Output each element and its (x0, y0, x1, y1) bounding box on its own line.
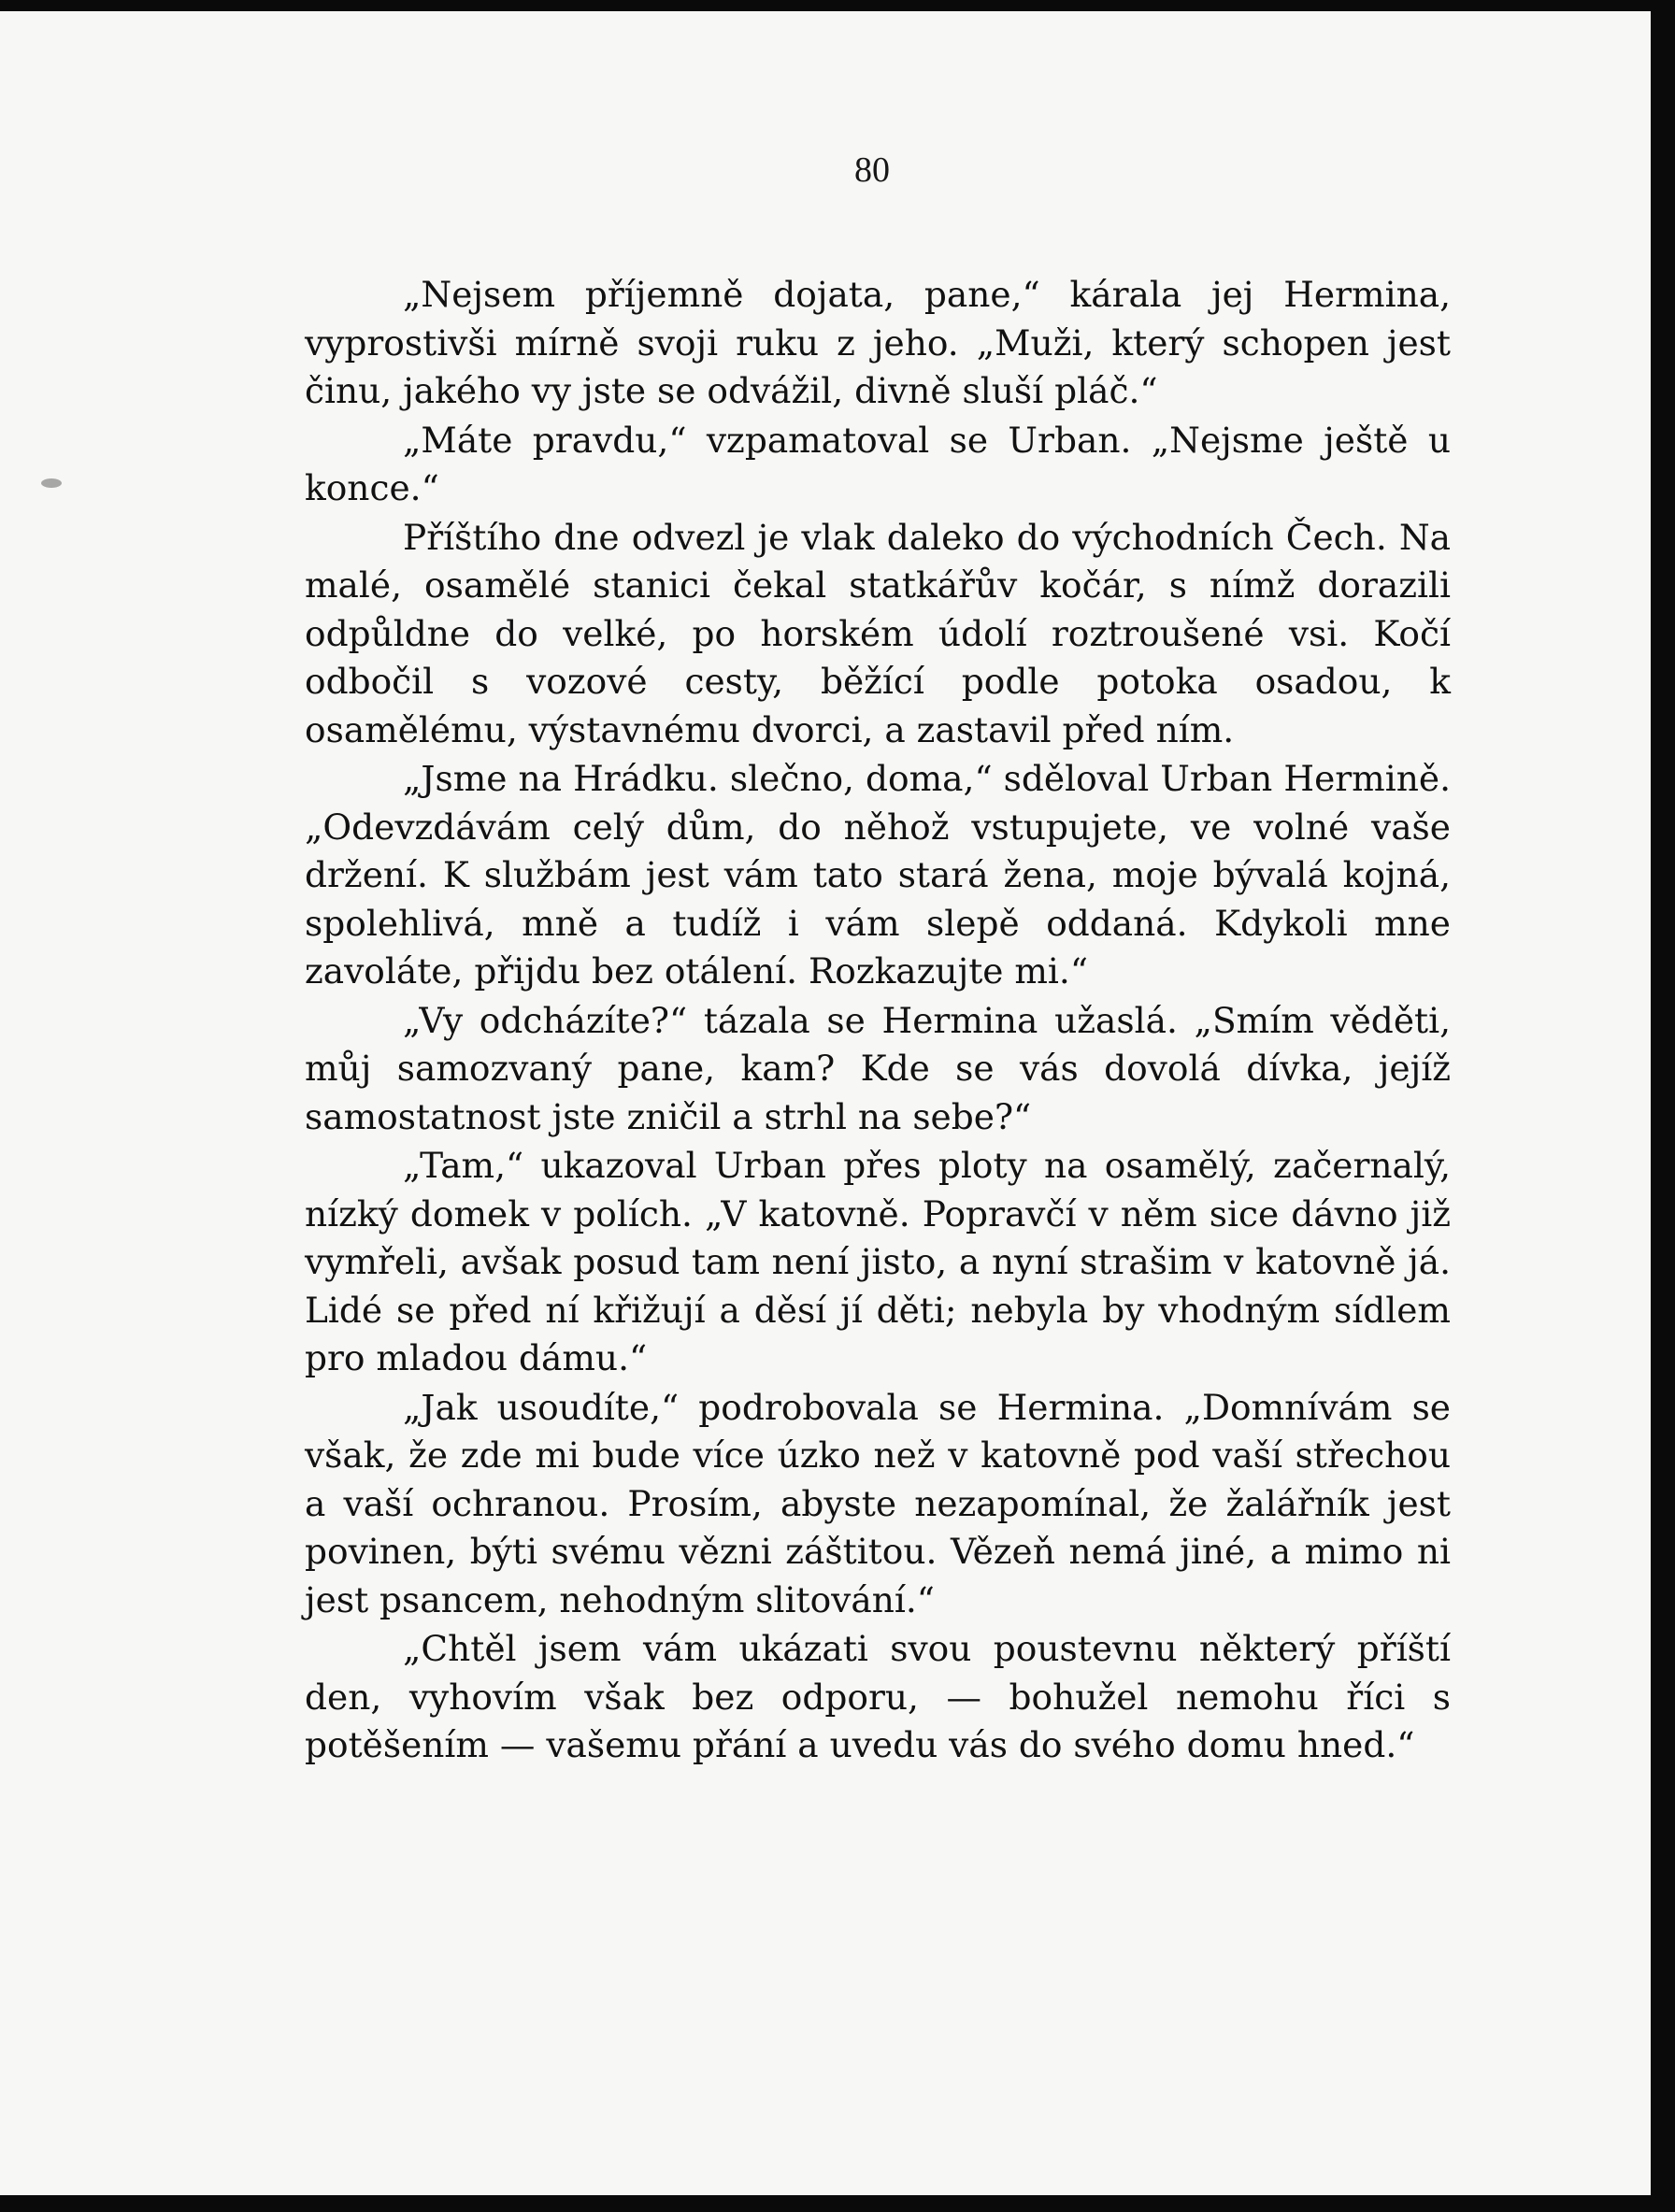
paragraph: „Jsme na Hrádku. slečno, doma,“ sděloval Urban Hermině. „Odevzdávám celý dům, do něhož vstupujete, ve volné vaše držení. K službám jest vám tato stará žena, moje bývalá kojná, spolehlivá, mně a tudíž i vám slepě oddaná. Kdykoli mne zavoláte, přijdu bez otálení. Rozkazujte mi.“ (305, 758, 1451, 992)
paragraph: „Jak usoudíte,“ podrobovala se Hermina. „Domnívám se však, že zde mi bude více úzko než v katovně pod vaší střechou a vaší ochranou. Prosím, abyste nezapomínal, že žalářník jest povinen, býti svému vězni záštitou. Vězeň nemá jiné, a mimo ni jest psancem, nehodným slitování.“ (305, 1386, 1451, 1620)
ink-smudge (41, 478, 62, 488)
paragraph: „Chtěl jsem vám ukázati svou poustevnu některý příští den, vyhovím však bez odporu, — bohužel nemohu říci s potěšením — vašemu přání a uvedu vás do svého domu hned.“ (305, 1628, 1451, 1765)
paragraph: Příštího dne odvezl je vlak daleko do východních Čech. Na malé, osamělé stanici čekal statkářův kočár, s nímž dorazili odpůldne do velké, po horském údolí roztroušené vsi. Kočí odbočil s vozové cesty, běžící podle potoka osadou, k osamělému, výstavnému dvorci, a zastavil před ním. (305, 516, 1451, 750)
page-number: 80 (854, 150, 890, 190)
body-text (305, 271, 1451, 1771)
paragraph: „Vy odcházíte?“ tázala se Hermina užaslá. „Smím věděti, můj samozvaný pane, kam? Kde se vás dovolá dívka, jejíž samostatnost jste zničil a strhl na sebe?“ (305, 999, 1451, 1137)
scan-border (1651, 0, 1675, 2212)
paragraph: „Tam,“ ukazoval Urban přes ploty na osamělý, začernalý, nízký domek v polích. „V katovně. Popravčí v něm sice dávno již vymřeli, avšak posud tam není jisto, a nyní strašim v katovně já. Lidé se před ní křižují a děsí jí děti; nebyla by vhodným sídlem pro mladou dámu.“ (305, 1145, 1451, 1378)
paragraph: „Nejsem příjemně dojata, pane,“ kárala jej Hermina, vyprostivši mírně svoji ruku z jeho. „Muži, který schopen jest činu, jakého vy jste se odvážil, divně sluší pláč.“ (305, 274, 1451, 411)
paragraph: „Máte pravdu,“ vzpamatoval se Urban. „Nejsme ještě u konce.“ (305, 419, 1451, 508)
book-page (0, 11, 1651, 2195)
